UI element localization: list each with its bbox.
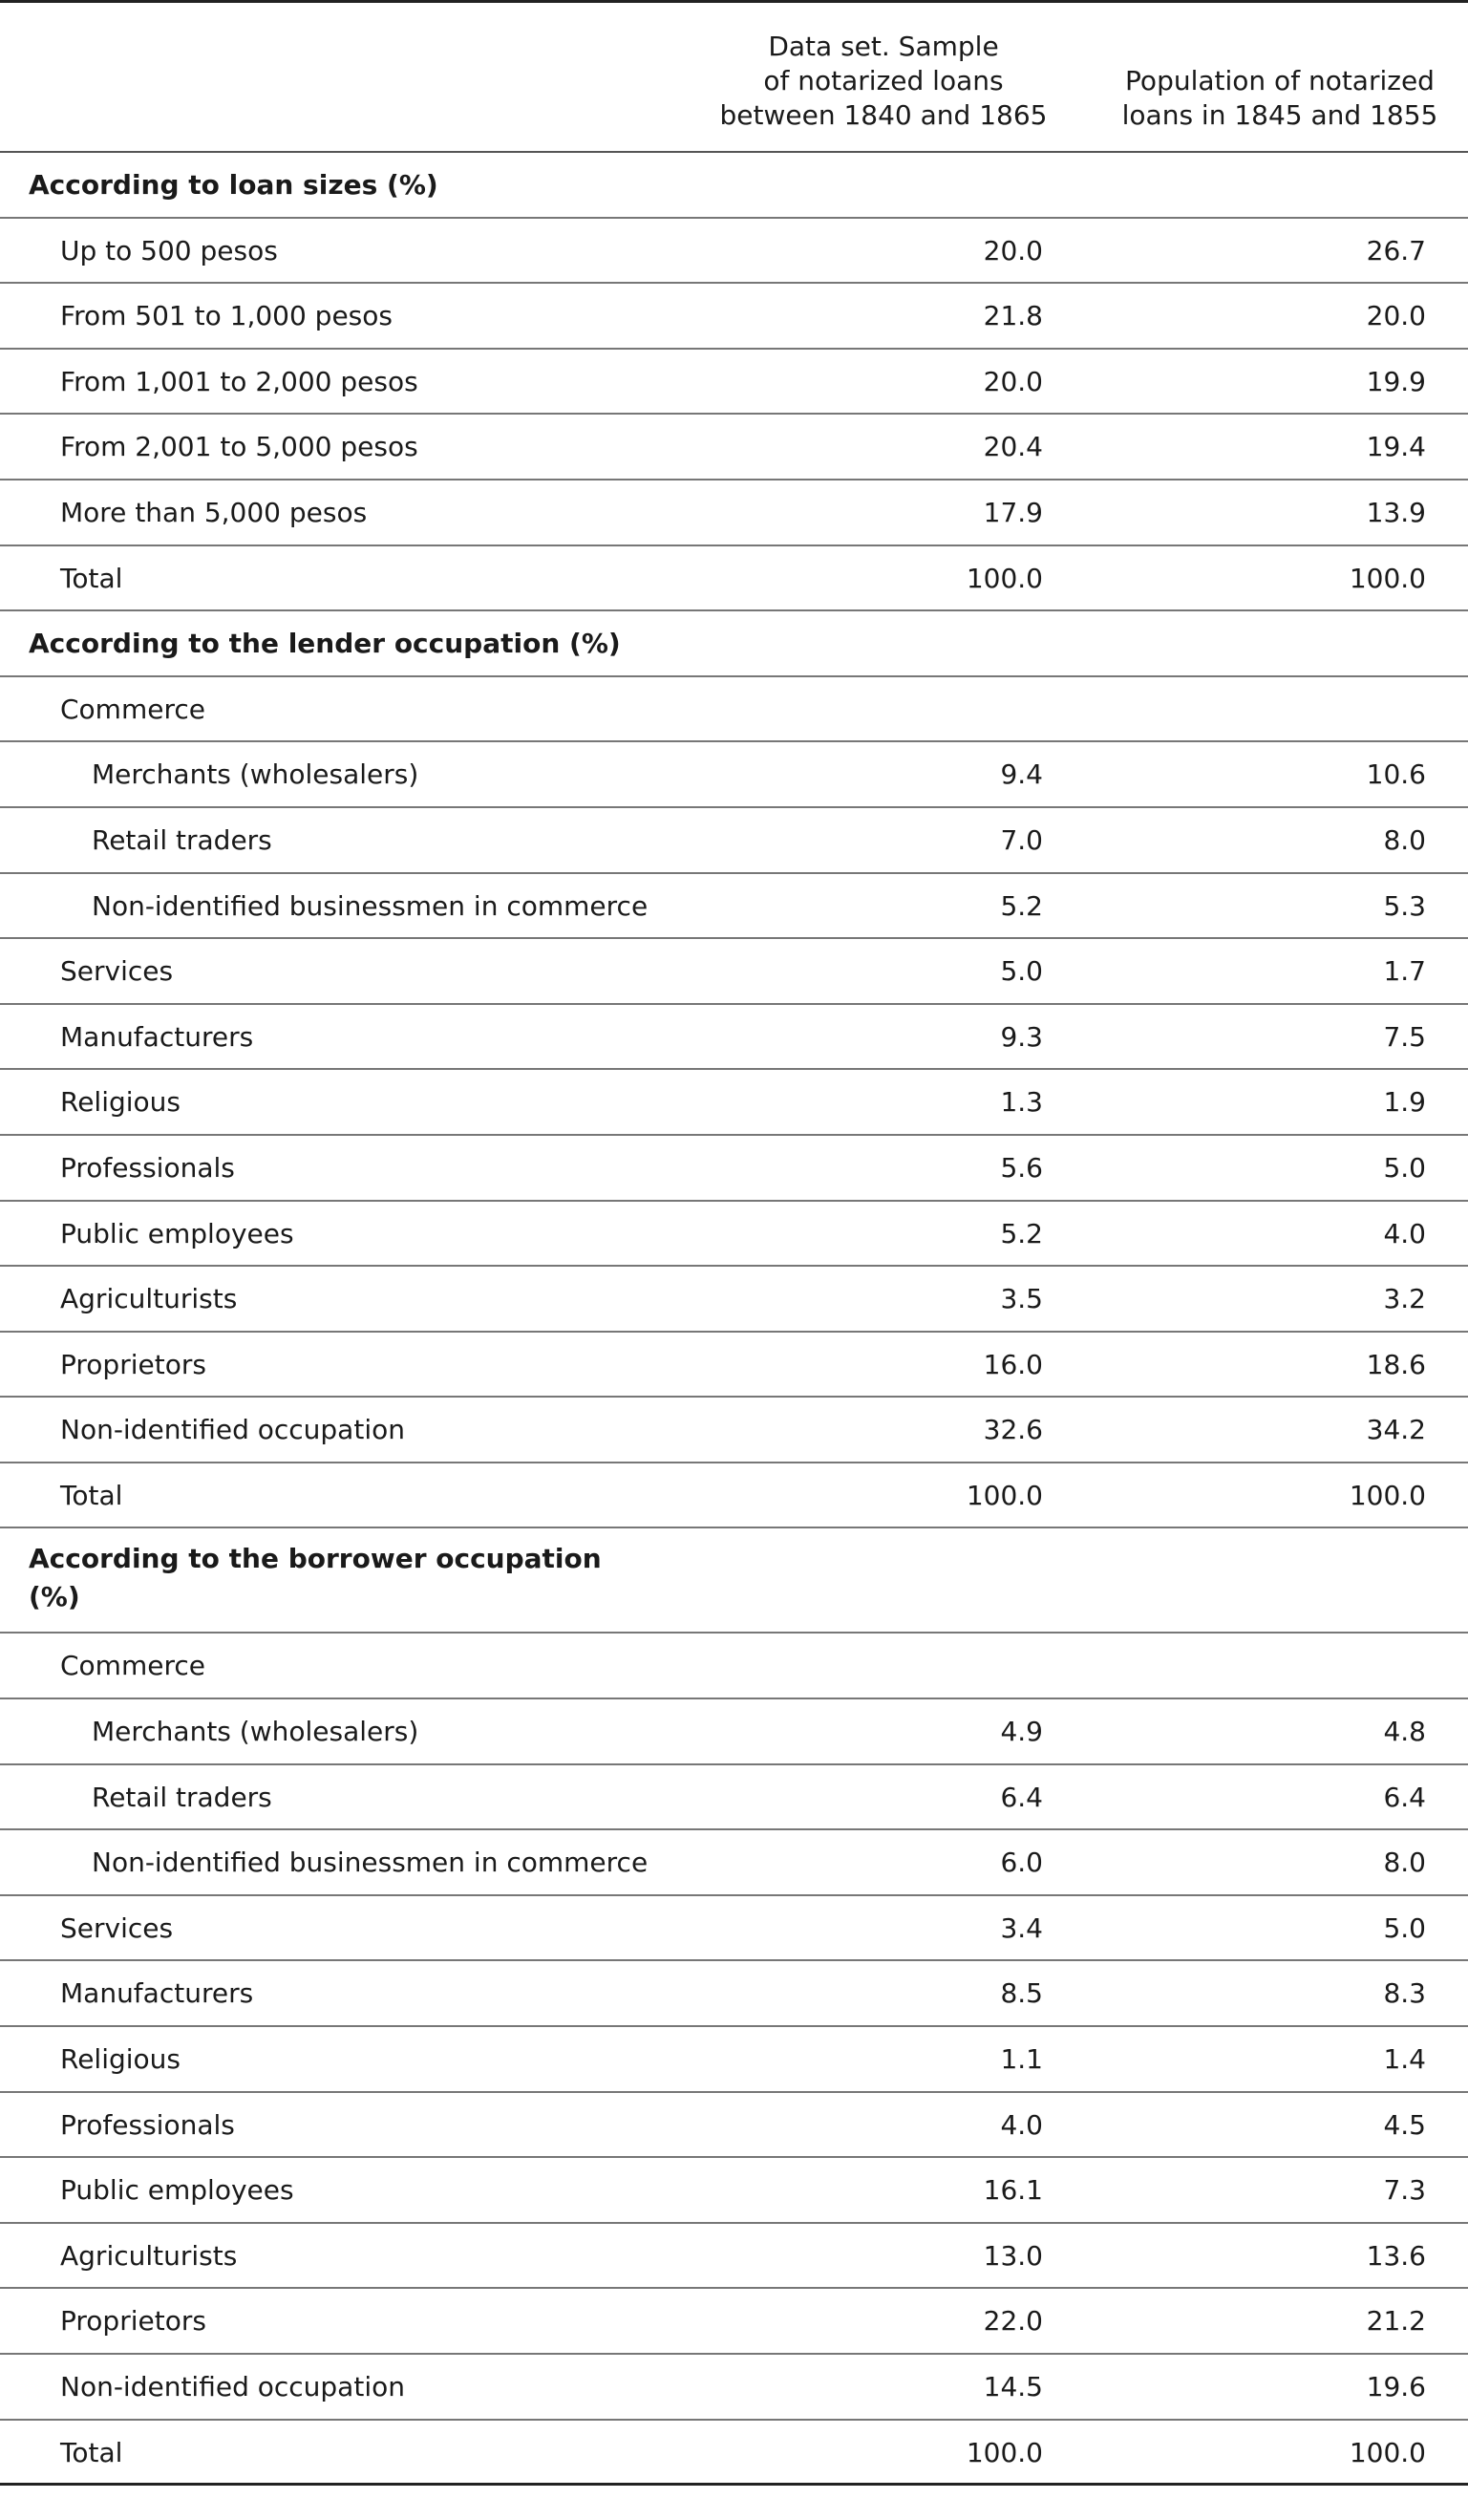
sample-value: 5.2 [1000,1217,1043,1249]
column-header-line: of notarized loans [763,65,1004,96]
table-row [0,2355,1468,2421]
sample-value: 6.4 [1000,1781,1043,1813]
sample-value: 9.3 [1000,1020,1043,1053]
sample-value: 13.0 [983,2239,1043,2272]
sample-value: 100.0 [966,562,1043,594]
population-value: 13.6 [1366,2239,1426,2272]
population-value: 1.4 [1383,2043,1426,2076]
section-header-row [0,611,1468,677]
sample-value: 17.9 [983,496,1043,528]
row-label: Professionals [60,2108,235,2141]
section-header-row [0,1528,1468,1634]
table-row [0,677,1468,743]
table-row [0,2158,1468,2224]
sample-value: 1.3 [1000,1086,1043,1119]
row-label: Total [60,1479,123,1511]
row-label: More than 5,000 pesos [60,496,368,528]
column-header-line: Population of notarized [1125,65,1435,96]
sample-value: 6.0 [1000,1847,1043,1879]
sample-value: 7.0 [1000,823,1043,856]
column-header-line: Data set. Sample [768,31,999,62]
table-row [0,1961,1468,2027]
row-label: Agriculturists [60,1283,238,1315]
row-label: From 1,001 to 2,000 pesos [60,365,418,397]
row-label: Non-identified businessmen in commerce [92,889,649,922]
sample-value: 20.0 [983,365,1043,397]
row-label: Professionals [60,1151,235,1184]
population-value: 5.3 [1383,889,1426,922]
population-value: 21.2 [1366,2305,1426,2338]
population-value: 13.9 [1366,496,1426,528]
row-label: From 2,001 to 5,000 pesos [60,431,418,463]
row-label: Public employees [60,1217,294,1249]
table-row [0,1830,1468,1896]
table-row [0,1005,1468,1071]
sample-value: 8.5 [1000,1977,1043,2010]
population-value: 1.7 [1383,955,1426,988]
table-row [0,350,1468,416]
population-value: 8.0 [1383,1847,1426,1879]
sample-value: 5.0 [1000,955,1043,988]
section-title: According to the borrower occupation (%) [29,1543,602,1613]
population-value: 5.0 [1383,1911,1426,1944]
table-row [0,481,1468,546]
table-row [0,2289,1468,2355]
row-label: Merchants (wholesalers) [92,758,419,791]
row-label: Proprietors [60,1348,206,1380]
table-row [0,2093,1468,2159]
population-value: 100.0 [1349,2436,1426,2468]
sample-value: 14.5 [983,2371,1043,2403]
table-row [0,808,1468,874]
table-row [0,939,1468,1005]
population-value: 5.0 [1383,1151,1426,1184]
table-row [0,1202,1468,1268]
sample-value: 4.9 [1000,1716,1043,1748]
population-value: 10.6 [1366,758,1426,791]
sample-value: 100.0 [966,1479,1043,1511]
population-value: 19.6 [1366,2371,1426,2403]
population-value: 34.2 [1366,1414,1426,1446]
sample-value: 21.8 [983,300,1043,332]
column-header-line: loans in 1845 and 1855 [1121,99,1438,131]
row-label: Manufacturers [60,1977,254,2010]
table-row [0,415,1468,481]
table-row [0,284,1468,350]
population-value: 3.2 [1383,1283,1426,1315]
table-row [0,1070,1468,1136]
population-value: 19.4 [1366,431,1426,463]
table-row [0,874,1468,940]
population-value: 8.0 [1383,823,1426,856]
sample-value: 20.4 [983,431,1043,463]
sample-value: 3.5 [1000,1283,1043,1315]
row-label: Services [60,1911,174,1944]
sample-value: 100.0 [966,2436,1043,2468]
table-header [0,0,1468,153]
sample-value: 9.4 [1000,758,1043,791]
sample-value: 3.4 [1000,1911,1043,1944]
row-label: Non-identified occupation [60,2371,405,2403]
row-label: Retail traders [92,823,272,856]
population-value: 100.0 [1349,562,1426,594]
row-label: Retail traders [92,1781,272,1813]
table-row [0,1896,1468,1962]
sample-value: 16.1 [983,2174,1043,2207]
section-title: According to the lender occupation (%) [29,628,621,660]
table-row [0,2224,1468,2290]
row-label: Religious [60,2043,181,2076]
column-header-population [1089,64,1468,133]
population-value: 4.5 [1383,2108,1426,2141]
population-value: 20.0 [1366,300,1426,332]
column-header-line: between 1840 and 1865 [719,99,1048,131]
table-row [0,546,1468,612]
row-label: Merchants (wholesalers) [92,1716,419,1748]
column-header-sample [688,30,1079,133]
section-header-row [0,153,1468,219]
population-value: 7.5 [1383,1020,1426,1053]
row-label: Religious [60,1086,181,1119]
population-value: 1.9 [1383,1086,1426,1119]
row-label: From 501 to 1,000 pesos [60,300,393,332]
sample-value: 4.0 [1000,2108,1043,2141]
population-value: 100.0 [1349,1479,1426,1511]
row-label: Services [60,955,174,988]
sample-value: 16.0 [983,1348,1043,1380]
table-row [0,1634,1468,1699]
population-value: 26.7 [1366,234,1426,267]
sample-value: 1.1 [1000,2043,1043,2076]
row-label: Agriculturists [60,2239,238,2272]
row-label: Public employees [60,2174,294,2207]
section-title: According to loan sizes (%) [29,169,438,201]
table-row [0,2027,1468,2093]
table-row [0,1765,1468,1831]
table-row [0,742,1468,808]
table-row [0,219,1468,285]
population-value: 8.3 [1383,1977,1426,2010]
population-value: 4.0 [1383,1217,1426,1249]
table-row [0,1136,1468,1202]
row-label: Up to 500 pesos [60,234,278,267]
row-label: Manufacturers [60,1020,254,1053]
sample-value: 20.0 [983,234,1043,267]
table-body [0,153,1468,2486]
population-value: 19.9 [1366,365,1426,397]
row-label: Commerce [60,693,205,725]
sample-value: 5.2 [1000,889,1043,922]
row-label: Commerce [60,1650,205,1682]
table-row [0,2421,1468,2487]
row-label: Non-identified occupation [60,1414,405,1446]
row-label: Total [60,562,123,594]
table-row [0,1463,1468,1529]
row-label: Non-identified businessmen in commerce [92,1847,649,1879]
table-row [0,1267,1468,1333]
row-label: Total [60,2436,123,2468]
population-value: 18.6 [1366,1348,1426,1380]
population-value: 6.4 [1383,1781,1426,1813]
sample-value: 22.0 [983,2305,1043,2338]
table-row [0,1699,1468,1765]
population-value: 7.3 [1383,2174,1426,2207]
sample-value: 32.6 [983,1414,1043,1446]
population-value: 4.8 [1383,1716,1426,1748]
sample-value: 5.6 [1000,1151,1043,1184]
table-row [0,1333,1468,1399]
table-row [0,1398,1468,1463]
row-label: Proprietors [60,2305,206,2338]
